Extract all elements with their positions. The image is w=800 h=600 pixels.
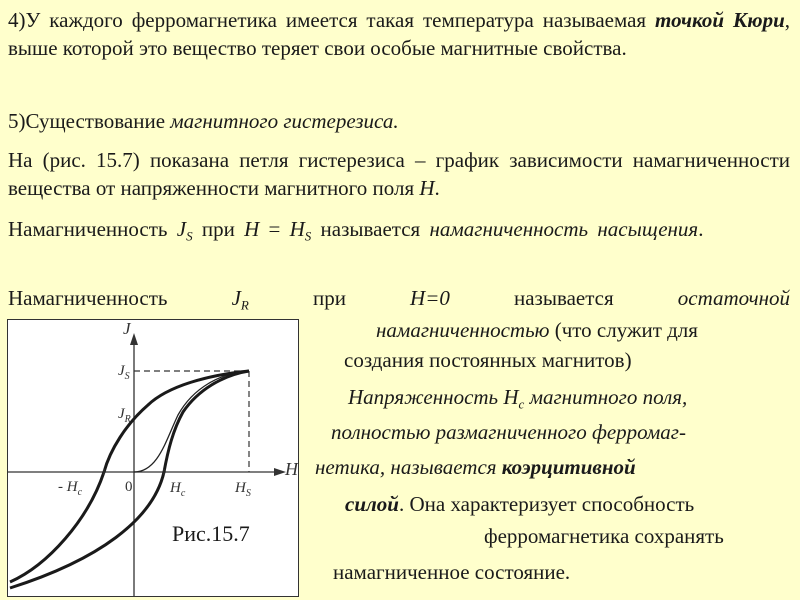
hysteresis-figure <box>7 319 299 597</box>
paragraph-saturation <box>8 215 790 243</box>
coercive-term-2: силой <box>345 492 399 516</box>
origin-label: 0 <box>125 479 133 495</box>
paragraph-remanence <box>8 284 790 312</box>
right-line-4-text: полностью размагниченного ферромаг- <box>331 420 686 444</box>
saturation-j-symbol: J <box>176 217 187 241</box>
remanence-text-1: Намагниченность <box>8 286 168 310</box>
right-line-2-text: создания постоянных магнитов) <box>344 348 632 372</box>
remanence-term-1: остаточной <box>677 286 791 310</box>
curie-text-1: 4)У каждого ферромагнетика имеется такая температура называемая <box>8 8 656 32</box>
hc-label: $H_c$ <box>170 480 186 499</box>
saturation-j-subscript: S <box>186 228 193 244</box>
neg-hc-label: - $H_c$ <box>58 479 83 498</box>
saturation-h-subscript: S <box>304 228 312 244</box>
remanence-text-2: при <box>312 286 346 310</box>
j-axis-label: J <box>123 320 131 338</box>
initial-magnetization-curve <box>134 371 249 472</box>
saturation-h2-symbol: H <box>289 217 305 241</box>
j-axis-arrow <box>130 333 138 345</box>
saturation-text-3: называется <box>311 217 430 241</box>
right-line-2 <box>344 346 632 374</box>
right-line-4 <box>331 418 686 446</box>
right-line-7 <box>484 522 724 550</box>
paragraph-curie-point <box>8 6 790 62</box>
loop-text: На (рис. 15.7) показана петля гистерезиса – график зависимости намагниченности вещества от напряженности магнитного поля <box>8 148 790 200</box>
hysteresis-text: 5)Существование <box>8 109 171 133</box>
right-line-5 <box>315 453 636 481</box>
right-line-6 <box>345 490 694 518</box>
curie-text-2: , выше которой это вещество теряет свои особые магнитные свойства. <box>8 8 790 60</box>
curie-term: точкой Кюри <box>655 8 785 32</box>
right-line-6-rest: . Она характеризует способность <box>398 492 695 516</box>
saturation-h-symbol: H <box>244 217 260 241</box>
loop-descending-branch <box>10 371 249 582</box>
loop-period: . <box>434 176 440 200</box>
saturation-text-2: при <box>192 217 245 241</box>
remanence-j-symbol: J <box>231 286 241 310</box>
h-axis-label: H <box>285 459 298 479</box>
hs-label: $H_S$ <box>235 480 251 499</box>
remanence-condition: H=0 <box>410 286 450 310</box>
coercive-h-subscript: c <box>518 396 525 412</box>
right-line-8-text: намагниченное состояние. <box>333 560 571 584</box>
hysteresis-diagram <box>8 320 298 596</box>
remanence-term-2: намагниченностью <box>376 318 550 342</box>
saturation-term: намагниченность насыщения <box>429 217 699 241</box>
coercive-text-3: нетика, называется <box>315 455 502 479</box>
figure-caption: Рис.15.7 <box>172 521 250 546</box>
right-line-7-text: ферромагнетика сохранять <box>484 524 724 548</box>
right-line-1-rest: (что служит для <box>549 318 698 342</box>
remanence-text-3: называется <box>513 286 614 310</box>
right-line-8 <box>333 558 570 586</box>
saturation-text-1: Намагниченность <box>8 217 177 241</box>
coercive-term-1: коэрцитивной <box>501 455 636 479</box>
js-label: $J_S$ <box>118 363 130 382</box>
remanence-j-subscript: R <box>240 297 249 313</box>
saturation-equals: = <box>259 217 290 241</box>
paragraph-hysteresis <box>8 107 790 135</box>
coercive-text-1: Напряженность <box>348 385 504 409</box>
right-line-1 <box>376 316 698 344</box>
loop-h-symbol: H <box>419 176 435 200</box>
coercive-h-symbol: H <box>503 385 519 409</box>
right-line-3 <box>348 383 687 411</box>
saturation-period: . <box>698 217 704 241</box>
jr-label: $J_R$ <box>118 406 131 425</box>
hysteresis-term: магнитного гистерезиса. <box>170 109 399 133</box>
paragraph-loop-description <box>8 146 790 202</box>
coercive-text-2: магнитного поля, <box>524 385 688 409</box>
